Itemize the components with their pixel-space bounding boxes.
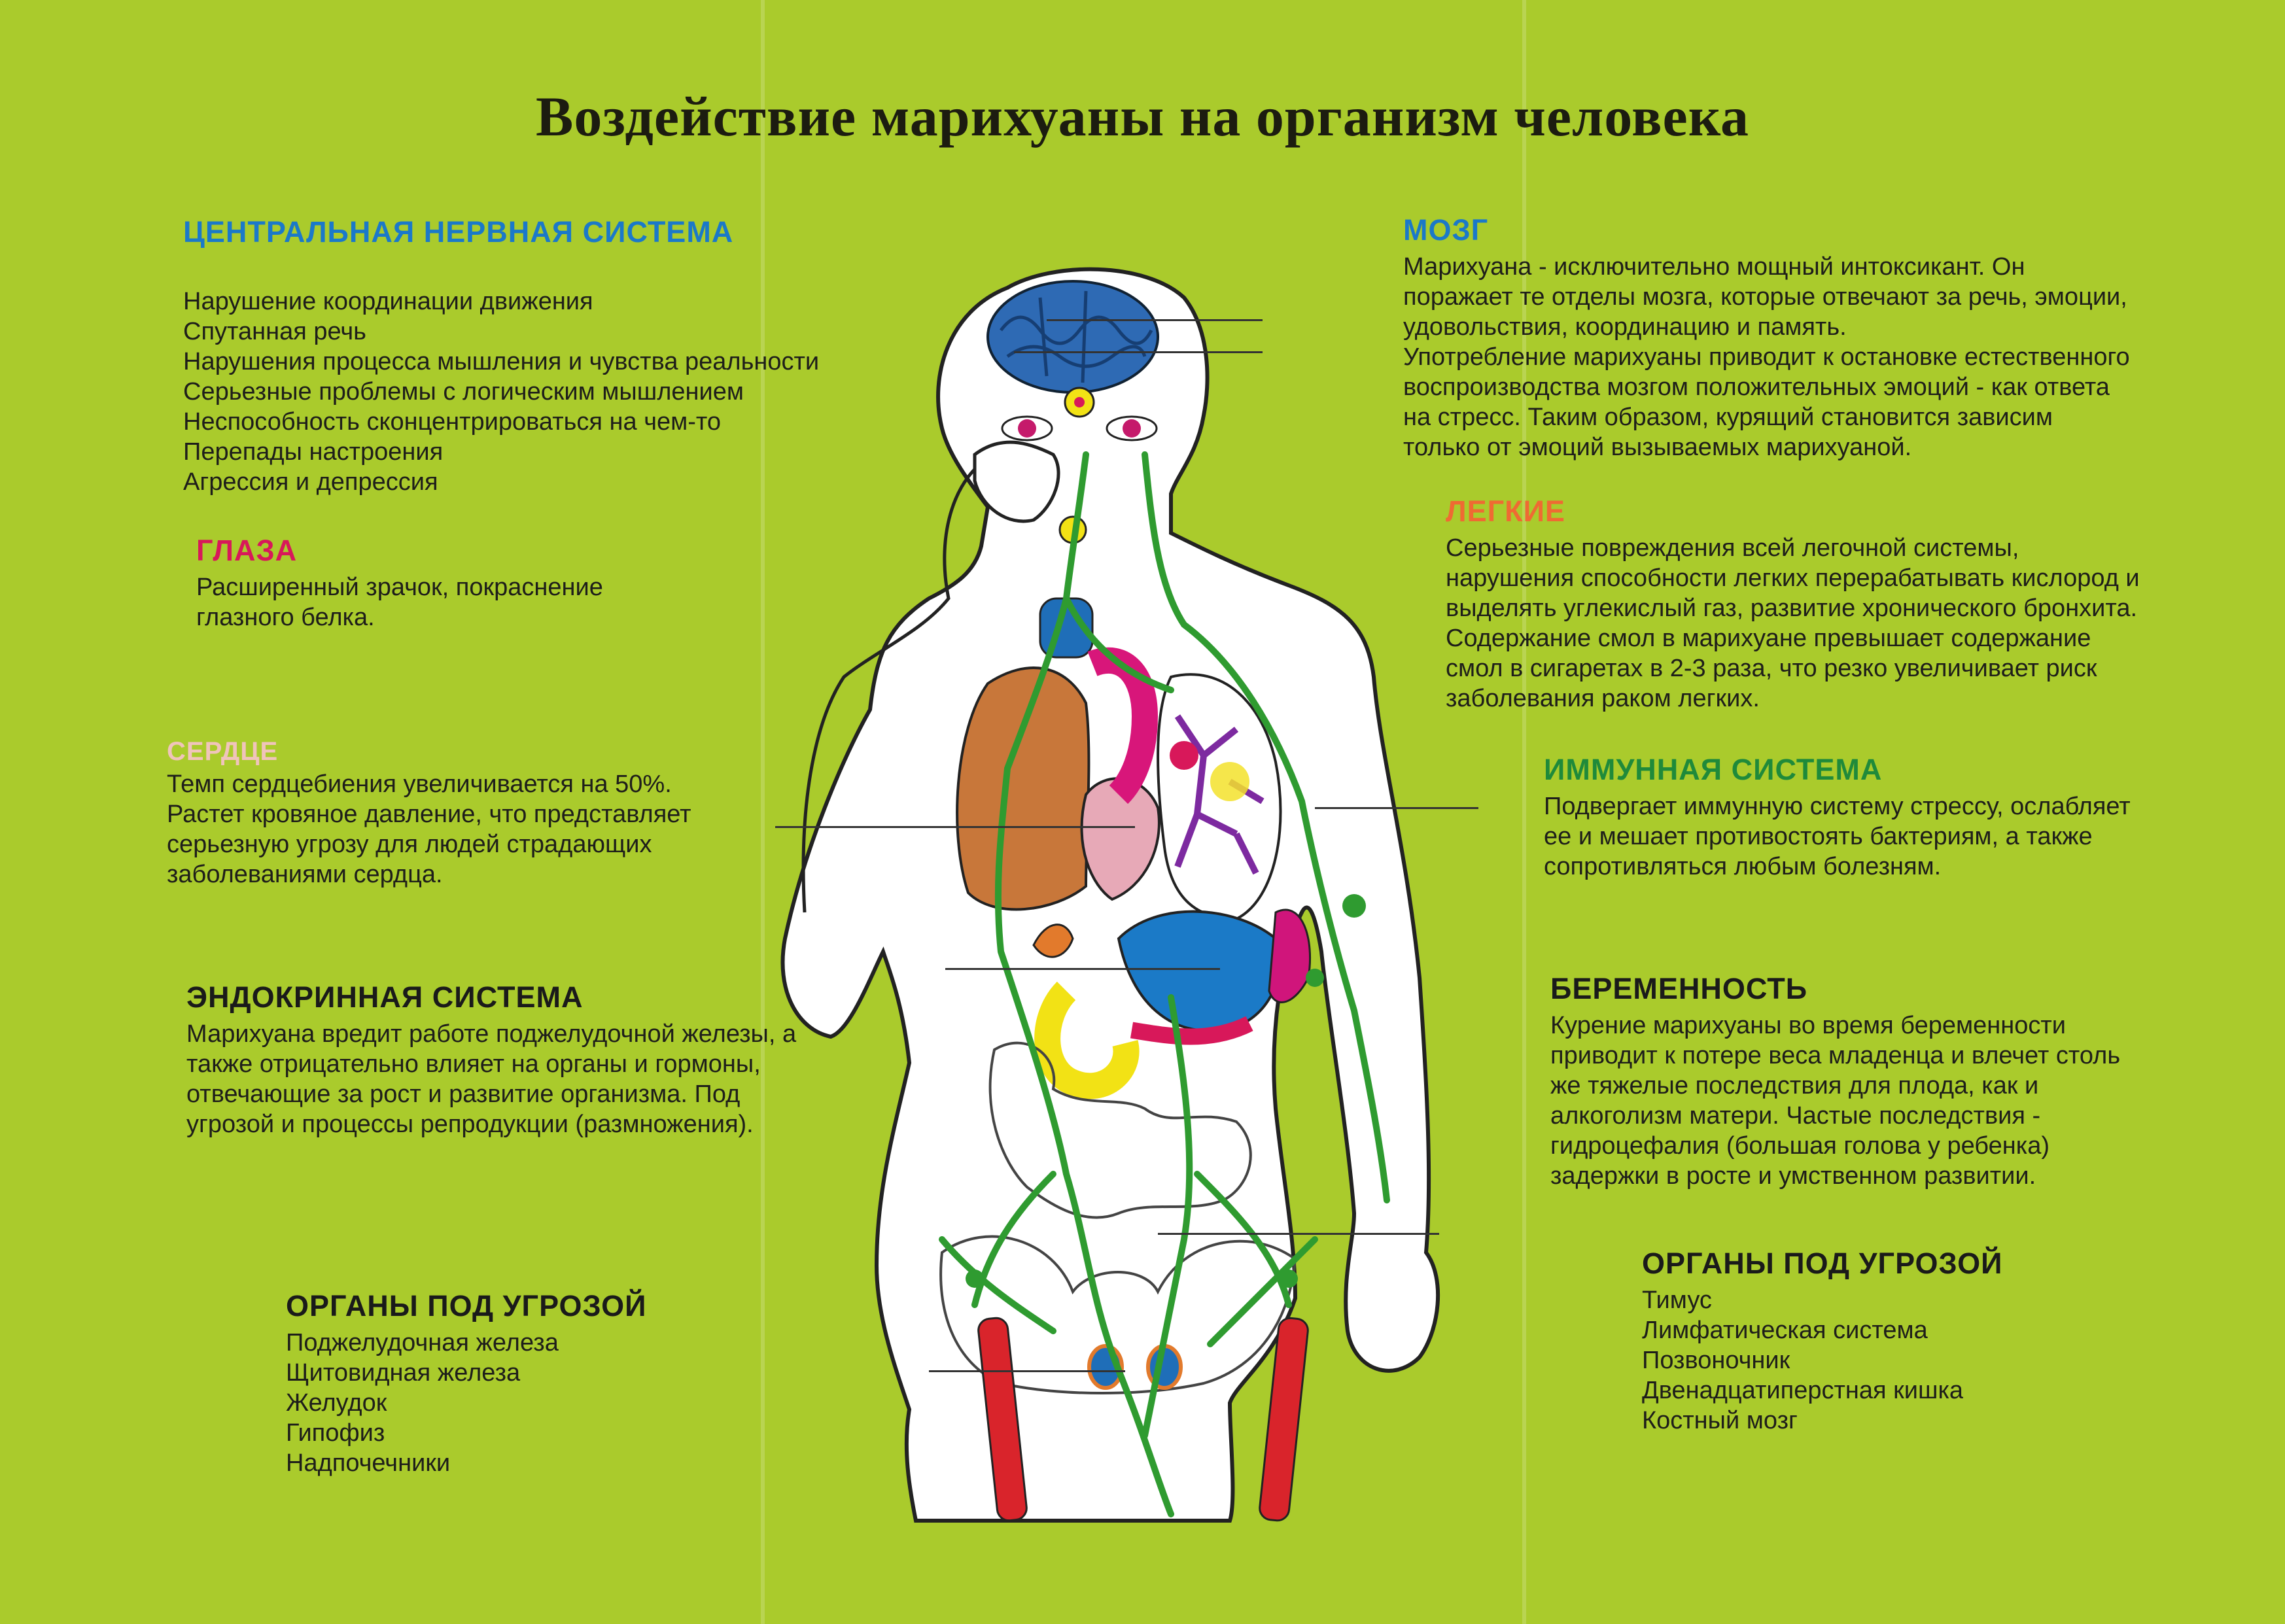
list-item: Спутанная речь (183, 318, 366, 345)
list-item: Желудок (286, 1389, 387, 1417)
cns-list (183, 286, 903, 497)
section-pregnancy (1550, 971, 2270, 1191)
callout-endocrine (945, 968, 1220, 970)
lungs-heading: ЛЕГКИЕ (1446, 494, 1565, 528)
section-lungs (1446, 494, 2276, 714)
pregnancy-line: же тяжелые последствия для плода, как и (1550, 1072, 2039, 1099)
pregnancy-heading: БЕРЕМЕННОСТЬ (1550, 972, 1808, 1005)
section-cns (183, 215, 903, 497)
organs-right-heading: ОРГАНЫ ПОД УГРОЗОЙ (1642, 1247, 2003, 1280)
organs-right-list (1642, 1285, 2231, 1436)
list-item: Надпочечники (286, 1449, 451, 1477)
list-item: Неспособность сконцентрироваться на чем-то (183, 408, 722, 436)
brain-line: только от эмоций вызываемых марихуаной. (1403, 434, 1912, 461)
immune-line: сопротивляться любым болезням. (1544, 853, 1942, 880)
brain-line: удовольствия, координацию и память. (1403, 313, 1847, 341)
list-item: Лимфатическая система (1642, 1317, 1928, 1344)
list-item: Щитовидная железа (286, 1359, 521, 1387)
section-immune (1544, 752, 2263, 882)
brain-line: Употребление марихуаны приводит к остановке естественного (1403, 343, 2130, 371)
immune-heading: ИММУННАЯ СИСТЕМА (1544, 753, 1883, 786)
eyes-heading: ГЛАЗА (196, 534, 298, 567)
list-item: Костный мозг (1642, 1407, 1798, 1434)
lungs-line: Серьезные повреждения всей легочной системы, (1446, 534, 2019, 562)
section-brain (1403, 213, 2254, 462)
callout-brain (1047, 319, 1263, 321)
lung-left (957, 668, 1089, 909)
lungs-line: заболевания раком легких. (1446, 685, 1760, 712)
poster-title: Воздействие марихуаны на организм человека (536, 85, 1749, 148)
pregnancy-line: приводит к потере веса младенца и влечет столь (1550, 1042, 2121, 1069)
list-item: Гипофиз (286, 1419, 385, 1447)
callout-cns (1014, 351, 1263, 353)
section-eyes (196, 533, 720, 632)
immune-line: Подвергает иммунную систему стрессу, ослабляет (1544, 793, 2131, 820)
section-endocrine (186, 980, 906, 1139)
brain-line: воспроизводства мозгом положительных эмоций - как ответа (1403, 373, 2110, 401)
section-organs-right (1642, 1246, 2231, 1436)
callout-heart (775, 826, 1135, 828)
callout-organs-right (1158, 1233, 1439, 1235)
organs-left-heading: ОРГАНЫ ПОД УГРОЗОЙ (286, 1289, 647, 1322)
callout-immune (1315, 807, 1478, 809)
lungs-line: смол в сигаретах в 2-3 раза, что резко увеличивает риск (1446, 655, 2097, 682)
brain-line: на стресс. Таким образом, курящий становится зависим (1403, 404, 2053, 431)
section-heart (167, 734, 821, 890)
pregnancy-line: гидроцефалия (большая голова у ребенка) (1550, 1132, 2050, 1160)
lungs-line: нарушения способности легких перерабатывать кислород и (1446, 564, 2140, 592)
endocrine-heading: ЭНДОКРИННАЯ СИСТЕМА (186, 980, 584, 1014)
spleen (1269, 910, 1310, 1002)
list-item: Поджелудочная железа (286, 1329, 559, 1356)
callout-organs-left (929, 1370, 1125, 1372)
lungs-line: выделять углекислый газ, развитие хронического бронхита. (1446, 595, 2138, 622)
list-item: Двенадцатиперстная кишка (1642, 1377, 1964, 1404)
cns-heading: ЦЕНТРАЛЬНАЯ НЕРВНАЯ СИСТЕМА (183, 215, 734, 249)
brain-heading: МОЗГ (1403, 213, 1489, 247)
endocrine-line: также отрицательно влияет на органы и гормоны, (186, 1050, 761, 1078)
pregnancy-line: Курение марихуаны во время беременности (1550, 1012, 2066, 1039)
eyes-line: Расширенный зрачок, покраснение (196, 574, 603, 601)
heart-heading: СЕРДЦЕ (167, 737, 279, 766)
immune-line: ее и мешает противостоять бактериям, а также (1544, 823, 2093, 850)
eyes-line: глазного белка. (196, 604, 375, 631)
pregnancy-line: задержки в росте и умственном развитии. (1550, 1162, 2036, 1190)
pregnancy-line: алкоголизм матери. Частые последствия - (1550, 1102, 2041, 1130)
heart-line: Растет кровяное давление, что представляет (167, 801, 691, 828)
list-item: Агрессия и депрессия (183, 468, 438, 496)
endocrine-line: Марихуана вредит работе поджелудочной железы, а (186, 1020, 797, 1048)
list-item: Серьезные проблемы с логическим мышлением (183, 378, 744, 406)
heart-line: Темп сердцебиения увеличивается на 50%. (167, 770, 672, 798)
list-item: Нарушения процесса мышления и чувства реальности (183, 348, 820, 375)
heart-line: заболеваниями сердца. (167, 861, 443, 888)
list-item: Перепады настроения (183, 438, 444, 466)
brain-line: Марихуана - исключительно мощный интоксикант. Он (1403, 253, 2025, 281)
brain-line: поражает те отделы мозга, которые отвечают за речь, эмоции, (1403, 283, 2127, 311)
endocrine-line: угрозой и процессы репродукции (размножения). (186, 1111, 754, 1138)
list-item: Тимус (1642, 1287, 1712, 1314)
lungs-line: Содержание смол в марихуане превышает содержание (1446, 625, 2091, 652)
list-item: Нарушение координации движения (183, 288, 593, 315)
organs-left-list (286, 1328, 809, 1478)
section-organs-left (286, 1288, 809, 1478)
list-item: Позвоночник (1642, 1347, 1790, 1374)
endocrine-line: отвечающие за рост и развитие организма. Под (186, 1080, 741, 1108)
heart-line: серьезную угрозу для людей страдающих (167, 831, 652, 858)
